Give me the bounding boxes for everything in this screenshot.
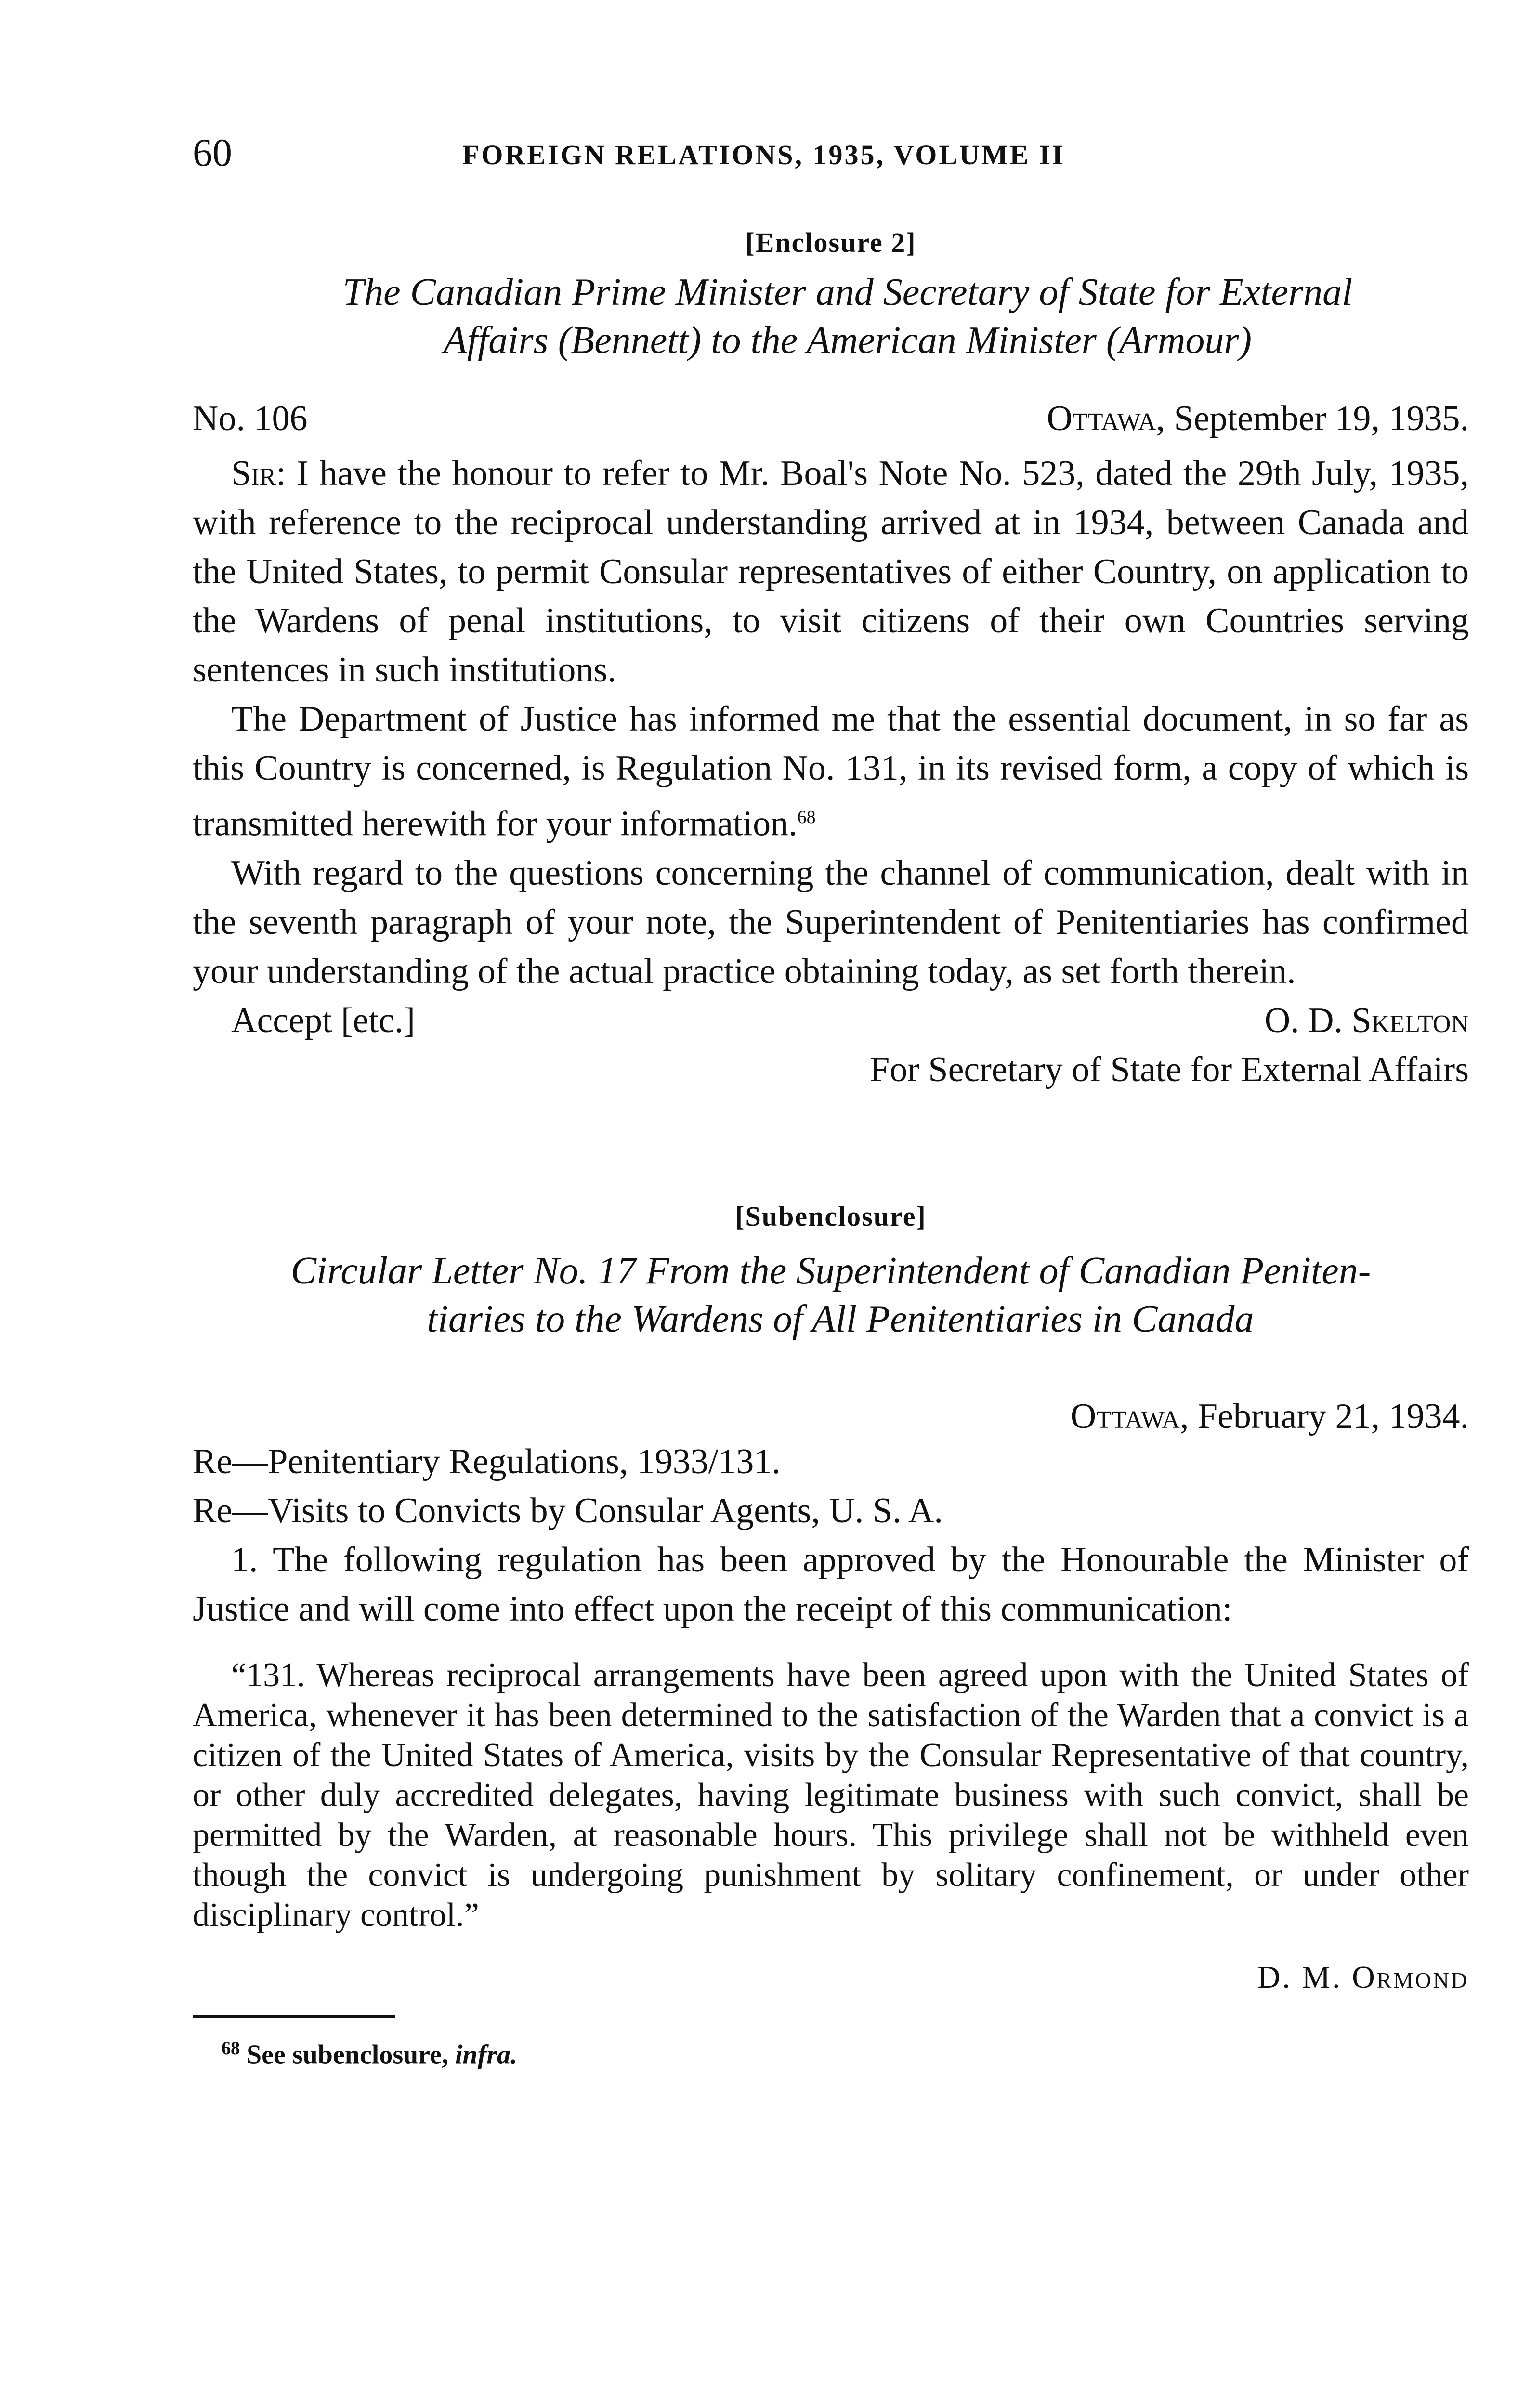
document-page: [193, 120, 1469, 2070]
footnote-reference: 68: [797, 807, 816, 827]
signer-title: For Secretary of State for External Affairs: [870, 1049, 1469, 1089]
subenclosure-place: Ottawa: [1070, 1396, 1180, 1436]
letter-number: No. 106: [193, 399, 308, 438]
letter-dateline: [1047, 398, 1469, 439]
letter-place: Ottawa: [1047, 399, 1156, 438]
letter-paragraph-1: [193, 449, 1469, 694]
page-number: 60: [193, 131, 232, 174]
footnote-number: 68: [222, 2038, 240, 2058]
subenclosure-title: [193, 1247, 1469, 1343]
footnote-italic: infra.: [455, 2040, 518, 2070]
footnote-divider: [193, 2015, 395, 2018]
re-line-1: Re—Penitentiary Regulations, 1933/131.: [193, 1441, 781, 1481]
closing-text: Accept [etc.]: [231, 1000, 416, 1040]
salutation: Sir: [231, 454, 276, 493]
running-head: FOREIGN RELATIONS, 1935, VOLUME II: [462, 139, 1065, 170]
subenclosure-paragraph-1: 1. The following regulation has been approved by the Honourable the Minister of Justice and will come into effect upon the receipt of this communication:: [193, 1540, 1469, 1629]
enclosure-label: [Enclosure 2]: [745, 227, 916, 258]
enclosure-title: [193, 268, 1469, 365]
closing-line: [193, 996, 1469, 1045]
letter-date: , September 19, 1935.: [1156, 399, 1469, 438]
letter-number-line: [193, 398, 1469, 439]
subenclosure-dateline: [193, 1396, 1469, 1437]
footnote-text: See subenclosure,: [240, 2040, 455, 2070]
subenclosure-title-line2: tiaries to the Wardens of All Penitentiaries in Canada: [427, 1297, 1254, 1340]
page-header: [193, 120, 1469, 188]
paragraph-2-text: The Department of Justice has informed me that the essential document, in so far as this Country is concerned, is Regulation No. 131, in its revised form, a copy of which is transmitted herewith for your information.: [193, 699, 1469, 844]
enclosure-title-line1: The Canadian Prime Minister and Secretary of State for External: [342, 271, 1353, 314]
enclosure-title-line2: Affairs (Bennett) to the American Minister (Armour): [443, 319, 1252, 362]
letter-paragraph-2: [193, 694, 1469, 849]
paragraph-1-text: : I have the honour to refer to Mr. Boal's Note No. 523, dated the 29th July, 1935, with reference to the reciprocal understanding arrived at in 1934, between Canada and the United States, to permit Consular representatives of either Country, on application to the Wardens of penal institutions, to visit citizens of their own Countries serving sentences in such institutions.: [193, 454, 1469, 690]
letter-paragraph-3: With regard to the questions concerning the channel of communication, dealt with in the seventh paragraph of your note, the Superintendent of Penitentiaries has confirmed your understanding of the actual practice obtaining today, as set forth therein.: [193, 853, 1469, 991]
subenclosure-signer: D. M. Ormond: [1257, 1959, 1469, 1995]
re-line-2: Re—Visits to Convicts by Consular Agents, U. S. A.: [193, 1491, 943, 1531]
signer-name: O. D. Skelton: [1264, 1000, 1469, 1040]
subenclosure-date: , February 21, 1934.: [1179, 1396, 1469, 1436]
footnote: [193, 2038, 1469, 2070]
subenclosure-label: [Subenclosure]: [735, 1200, 927, 1232]
subenclosure-title-line1: Circular Letter No. 17 From the Superintendent of Canadian Peniten-: [290, 1249, 1371, 1292]
regulation-quote: “131. Whereas reciprocal arrangements have been agreed upon with the United States of America, whenever it has been determined to the satisfaction of the Warden that a convict is a citizen of the United States of America, visits by the Consular Representative of that country, or other duly accredited delegates, having legitimate business with such convict, shall be permitted by the Warden, at reasonable hours. This privilege shall not be withheld even though the convict is undergoing punishment by solitary confinement, or under other disciplinary control.”: [193, 1656, 1469, 1934]
